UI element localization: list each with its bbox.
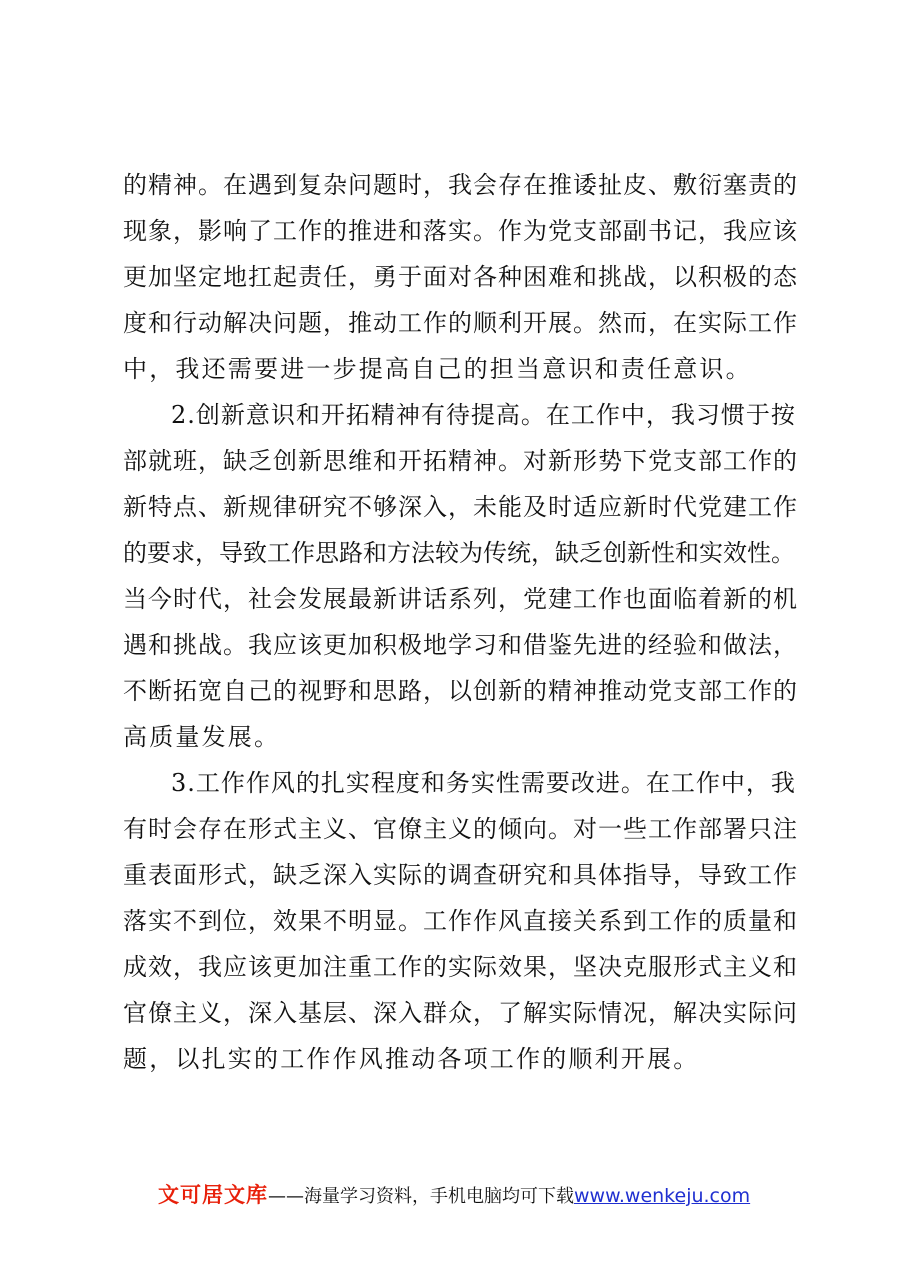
- text-line: 2.创新意识和开拓精神有待提高。在工作中，我习惯于按: [171, 401, 796, 429]
- text-line: 题，以扎实的工作作风推动各项工作的顺利开展。: [123, 1045, 700, 1073]
- text-line: 3.工作作风的扎实程度和务实性需要改进。在工作中，我: [171, 769, 796, 797]
- page-footer: [158, 1182, 750, 1210]
- footer-brand: 文可居文库: [158, 1183, 268, 1207]
- text-line: 现象，影响了工作的推进和落实。作为党支部副书记，我应该: [123, 217, 798, 245]
- text-line: 官僚主义，深入基层、深入群众，了解实际情况，解决实际问: [123, 999, 798, 1027]
- text-line: 当今时代，社会发展最新讲话系列，党建工作也面临着新的机: [123, 585, 798, 613]
- text-line: 新特点、新规律研究不够深入，未能及时适应新时代党建工作: [123, 493, 798, 521]
- text-line: 的精神。在遇到复杂问题时，我会存在推诿扯皮、敷衍塞责的: [123, 171, 798, 199]
- footer-site-link[interactable]: www.wenkeju.com: [574, 1185, 751, 1207]
- text-line: 中，我还需要进一步提高自己的担当意识和责任意识。: [123, 355, 752, 383]
- text-line: 的要求，导致工作思路和方法较为传统，缺乏创新性和实效性。: [123, 539, 795, 567]
- text-line: 更加坚定地扛起责任，勇于面对各种困难和挑战，以积极的态: [123, 263, 798, 291]
- text-line: 有时会存在形式主义、官僚主义的倾向。对一些工作部署只注: [123, 815, 798, 843]
- text-line: 不断拓宽自己的视野和思路，以创新的精神推动党支部工作的: [123, 677, 798, 705]
- text-line: 遇和挑战。我应该更加积极地学习和借鉴先进的经验和做法，: [123, 631, 798, 659]
- text-line: 部就班，缺乏创新思维和开拓精神。对新形势下党支部工作的: [123, 447, 798, 475]
- text-line: 落实不到位，效果不明显。工作作风直接关系到工作的质量和: [123, 907, 798, 935]
- text-line: 度和行动解决问题，推动工作的顺利开展。然而，在实际工作: [123, 309, 798, 337]
- footer-tagline: ——海量学习资料，手机电脑均可下载: [268, 1186, 574, 1207]
- text-line: 重表面形式，缺乏深入实际的调查研究和具体指导，导致工作: [123, 861, 798, 889]
- text-line: 成效，我应该更加注重工作的实际效果，坚决克服形式主义和: [123, 953, 798, 981]
- text-line: 高质量发展。: [123, 723, 281, 751]
